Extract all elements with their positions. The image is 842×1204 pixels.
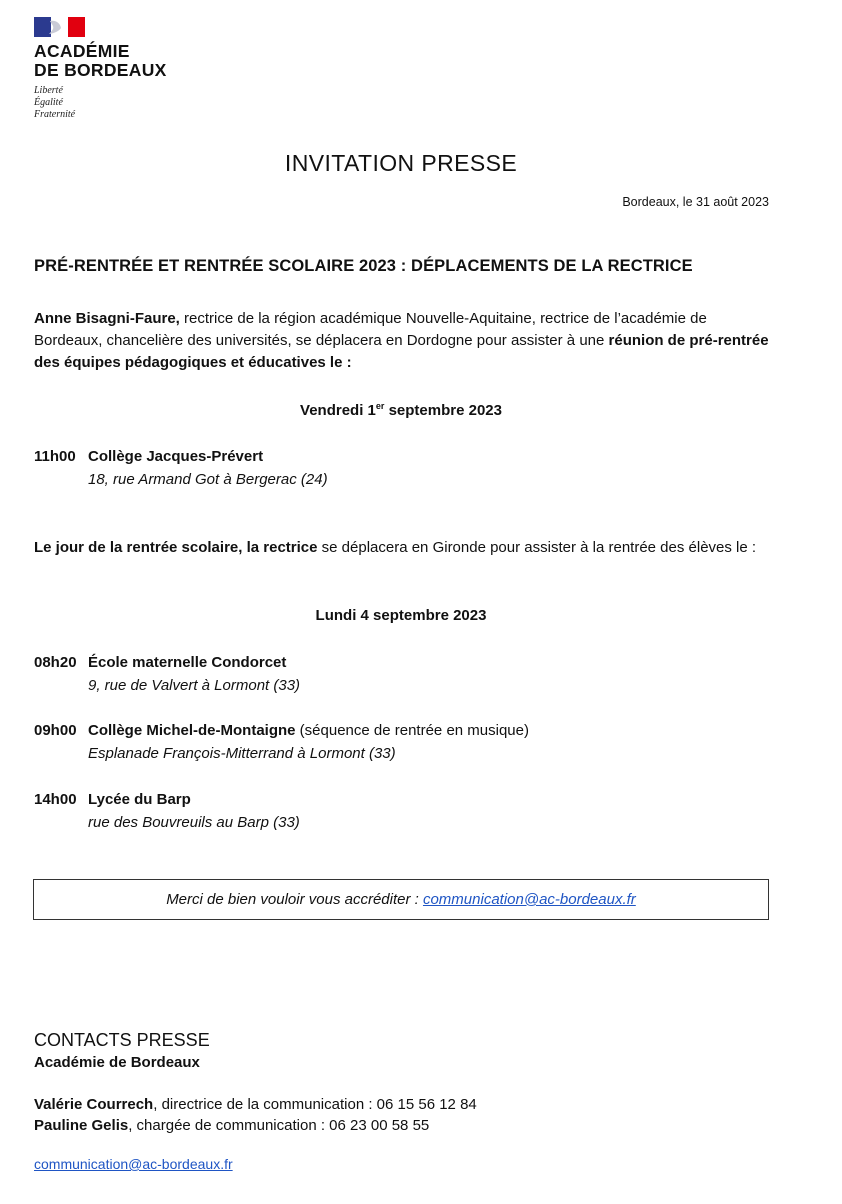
event-address: Esplanade François-Mitterrand à Lormont (33): [88, 745, 396, 762]
event-address: rue des Bouvreuils au Barp (33): [88, 814, 300, 831]
accreditation-email-link[interactable]: communication@ac-bordeaux.fr: [422, 891, 636, 908]
day2-heading: Lundi 4 septembre 2023: [315, 607, 487, 624]
intro-paragraph: Anne Bisagni-Faure, rectrice de la région académique Nouvelle-Aquitaine, rectrice de l’académie de Bordeaux, chancelière des universités, se déplacera en Dordogne pour assister à une réunion de pré-rentrée des équipes pédagogiques et éducatives le :: [34, 310, 769, 371]
contacts-title: CONTACTS PRESSE: [34, 1030, 210, 1050]
event-time: 09h00: [34, 722, 77, 739]
event-time: 08h20: [34, 654, 77, 671]
event-address: 9, rue de Valvert à Lormont (33): [88, 677, 301, 694]
event-note: (séquence de rentrée en musique): [295, 722, 529, 739]
day1-heading: Vendredi 1er septembre 2023: [300, 401, 502, 419]
logo-name-line2: DE BORDEAUX: [34, 60, 167, 80]
contact-person: Valérie Courrech, directrice de la communication : 06 15 56 12 84: [34, 1096, 477, 1113]
event-place: École maternelle Condorcet: [88, 654, 287, 671]
schedule-item: [34, 719, 529, 765]
document-date: Bordeaux, le 31 août 2023: [622, 195, 769, 209]
document-title: INVITATION PRESSE: [284, 150, 518, 176]
marianne-flag-icon: [34, 17, 86, 37]
logo-motto: Liberté Égalité Fraternité: [34, 85, 76, 120]
rectrice-name: Anne Bisagni-Faure,: [34, 310, 180, 327]
contacts-org: Académie de Bordeaux: [34, 1054, 200, 1071]
contact-email-link[interactable]: communication@ac-bordeaux.fr: [34, 1156, 233, 1172]
event-time: 11h00: [34, 448, 76, 465]
schedule-item: [34, 788, 300, 834]
headline: PRÉ-RENTRÉE ET RENTRÉE SCOLAIRE 2023 : DÉPLACEMENTS DE LA RECTRICE: [34, 257, 693, 275]
contact-name: Valérie Courrech: [34, 1096, 154, 1113]
schedule-item: [34, 651, 300, 697]
event-place: Lycée du Barp: [88, 791, 191, 808]
schedule-item: [34, 445, 328, 491]
rentree-paragraph: Le jour de la rentrée scolaire, la rectrice se déplacera en Gironde pour assister à la rentrée des élèves le :: [34, 539, 757, 556]
contact-person: Pauline Gelis, chargée de communication : 06 23 00 58 55: [34, 1117, 430, 1134]
event-place: Collège Jacques-Prévert: [88, 448, 264, 465]
event-place: Collège Michel-de-Montaigne: [88, 722, 296, 739]
accreditation-box: Merci de bien vouloir vous accréditer : communication@ac-bordeaux.fr: [33, 879, 769, 920]
event-time: 14h00: [34, 791, 77, 808]
academie-logo: [34, 17, 167, 121]
contact-name: Pauline Gelis: [34, 1117, 129, 1134]
logo-name-line1: ACADÉMIE: [34, 41, 130, 61]
event-address: 18, rue Armand Got à Bergerac (24): [88, 471, 328, 488]
